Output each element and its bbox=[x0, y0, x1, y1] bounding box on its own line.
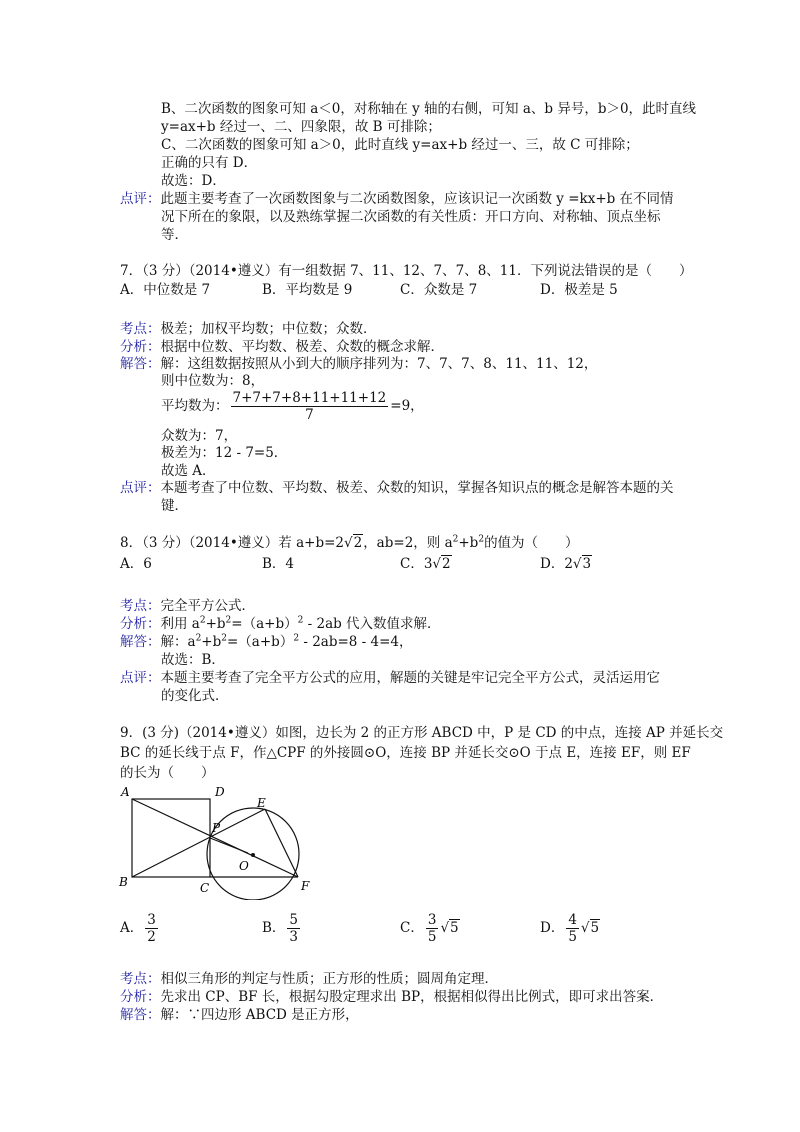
q9-stem-line2: BC 的延长线于点 F，作△CPF 的外接圆⊙O，连接 BP 并延长交⊙O 于点 E，连接 EF，则 EF bbox=[120, 745, 691, 761]
q9-stem-line1: 9．(3 分)（2014•遵义）如图，边长为 2 的正方形 ABCD 中，P 是 CD 的中点，连接 AP 并延长交 bbox=[120, 725, 724, 741]
q8-dianping-line2: 的变化式． bbox=[161, 688, 229, 704]
prev-comment-line1: 此题主要考查了一次函数图象与二次函数图象，应该识记一次函数 y =kx+b 在不同情 bbox=[160, 191, 674, 207]
label-c: C bbox=[200, 881, 210, 895]
q8-kaodian-text: 完全平方公式． bbox=[160, 598, 255, 614]
fraction: $\frac{3}{2}$ bbox=[147, 912, 156, 945]
kaodian-tag: 考点： bbox=[120, 321, 161, 337]
q7-range: 极差为：12 - 7=5． bbox=[161, 445, 288, 461]
jieda-tag: 解答： bbox=[120, 1007, 161, 1023]
comment-tag: 点评： bbox=[120, 191, 161, 207]
q7-dianping-line1: 本题考查了中位数、平均数、极差、众数的知识，掌握各知识点的概念是解答本题的关 bbox=[160, 480, 674, 496]
q7-mean-prefix: 平均数为： bbox=[161, 398, 229, 414]
q7-kaodian-text: 极差；加权平均数；中位数；众数． bbox=[160, 321, 377, 337]
square-abcd bbox=[132, 799, 210, 877]
q7-answer: 故选 A． bbox=[161, 463, 216, 479]
sqrt-5: √5 bbox=[440, 920, 459, 936]
q7-jieda-line1: 解：这组数据按照从小到大的顺序排列为：7、7、7、8、11、11、12， bbox=[160, 356, 598, 372]
fraction: $\frac{5}{3}$ bbox=[289, 912, 299, 945]
prev-option-c-line1: C、二次函数的图象可知 a＞0，此时直线 y=ax+b 经过一、三，故 C 可排除； bbox=[161, 137, 639, 153]
q9-option-b: B． $\frac{5}{3}$ bbox=[262, 912, 299, 945]
dianping-tag: 点评： bbox=[120, 670, 161, 686]
label-f: F bbox=[301, 879, 310, 893]
q7-mean-denominator: 7 bbox=[305, 407, 314, 423]
q9-jieda-line1: 解：∵四边形 ABCD 是正方形， bbox=[160, 1007, 359, 1023]
q7-mean bbox=[161, 390, 424, 423]
q7-dianping bbox=[120, 479, 674, 497]
prev-option-b-line1: B、二次函数的图象可知 a＜0，对称轴在 y 轴的右侧，可知 a、b 异号，b＞0，此时直线 bbox=[161, 101, 697, 117]
q7-option-b: B．平均数是 9 bbox=[262, 282, 353, 298]
q8-answer: 故选：B． bbox=[161, 652, 225, 668]
q7-stem: 7．（3 分）（2014•遵义）有一组数据 7、11、12、7、7、8、11．下列说法错误的是（ ） bbox=[120, 263, 693, 279]
q8-dianping bbox=[120, 669, 660, 687]
q7-mean-fraction bbox=[231, 390, 389, 423]
q7-kaodian bbox=[120, 320, 377, 338]
q8-option-c: C．3√2 bbox=[400, 556, 451, 572]
prev-answer: 故选：D． bbox=[161, 173, 226, 189]
fraction: $\frac{3}{5}$ bbox=[427, 912, 437, 945]
q9-fenxi-text: 先求出 CP、BF 长，根据勾股定理求出 BP，根据相似得出比例式，即可求出答案． bbox=[160, 989, 664, 1005]
q7-mean-numerator: 7+7+7+8+11+11+12 bbox=[232, 390, 387, 406]
sqrt-2: √2 bbox=[343, 535, 363, 551]
q8-fenxi: 分析：利用 $a^2+b^2=(a+b)^2 - 2ab$ 代入数值求解． bbox=[120, 615, 441, 632]
q7-fenxi bbox=[120, 338, 444, 356]
q7-mean-suffix: =9， bbox=[390, 398, 424, 414]
center-point-o bbox=[251, 853, 255, 857]
prev-conclusion: 正确的只有 D． bbox=[161, 155, 258, 171]
line-af bbox=[132, 799, 298, 877]
fenxi-tag: 分析： bbox=[120, 616, 161, 632]
kaodian-tag: 考点： bbox=[120, 971, 161, 987]
geometry-figure bbox=[115, 780, 325, 900]
q7-option-a: A．中位数是 7 bbox=[120, 282, 211, 298]
fenxi-tag: 分析： bbox=[120, 339, 161, 355]
sqrt-5: √5 bbox=[580, 920, 600, 936]
sqrt-2: √2 bbox=[432, 556, 451, 572]
q9-option-a: A． $\frac{3}{2}$ bbox=[120, 912, 156, 945]
q8-stem-prefix: 8．（3 分）（2014•遵义）若 a+b=2 bbox=[120, 535, 344, 551]
label-a: A bbox=[121, 785, 130, 799]
q8-jieda: 解答：解：$a^2+b^2=(a+b)^2 - 2ab=8 - 4=4$， bbox=[120, 633, 413, 650]
sqrt-3: √3 bbox=[572, 556, 592, 572]
q8-dianping-line1: 本题主要考查了完全平方公式的应用，解题的关键是牢记完全平方公式，灵活运用它 bbox=[160, 670, 660, 686]
q9-option-d: D． $\frac{4}{5}$ √5 bbox=[540, 912, 600, 945]
line-po bbox=[210, 838, 248, 853]
q7-dianping-line2: 键． bbox=[161, 498, 188, 514]
fraction: $\frac{4}{5}$ bbox=[568, 912, 577, 945]
q8-option-a: A．6 bbox=[120, 556, 152, 572]
label-e: E bbox=[257, 796, 266, 810]
q7-mode: 众数为：7， bbox=[161, 428, 238, 444]
jieda-tag: 解答： bbox=[120, 356, 161, 372]
fenxi-tag: 分析： bbox=[120, 989, 161, 1005]
label-o: O bbox=[239, 859, 249, 873]
q9-jieda bbox=[120, 1006, 359, 1024]
kaodian-tag: 考点： bbox=[120, 598, 161, 614]
q8-option-d: D．2√3 bbox=[540, 556, 592, 572]
prev-comment-line2: 况下所在的象限，以及熟练掌握二次函数的有关性质：开口方向、对称轴、顶点坐标 bbox=[161, 209, 661, 225]
q8-option-b: B．4 bbox=[262, 556, 295, 572]
q9-kaodian bbox=[120, 970, 498, 988]
label-p: P bbox=[212, 821, 221, 835]
q9-stem-line3: 的长为（ ） bbox=[120, 765, 215, 781]
dianping-tag: 点评： bbox=[120, 480, 161, 496]
q7-median: 则中位数为：8， bbox=[161, 373, 265, 389]
label-b: B bbox=[119, 875, 128, 889]
label-d: D bbox=[215, 785, 225, 799]
line-ef bbox=[265, 809, 298, 877]
q7-option-c: C．众数是 7 bbox=[400, 282, 478, 298]
q9-option-c: C． $\frac{3}{5}$ √5 bbox=[400, 912, 459, 945]
prev-comment-line3: 等． bbox=[161, 227, 188, 243]
q9-kaodian-text: 相似三角形的判定与性质；正方形的性质；圆周角定理． bbox=[160, 971, 498, 987]
q7-option-d: D．极差是 5 bbox=[540, 282, 618, 298]
prev-option-b-line2: y=ax+b 经过一、二、四象限，故 B 可排除； bbox=[161, 119, 441, 135]
jieda-tag: 解答： bbox=[120, 634, 161, 650]
q8-stem: 8．（3 分）（2014•遵义）若 a+b=2√2，ab=2，则 $a^2+b^2$的值为（ ） bbox=[120, 534, 579, 551]
q7-jieda bbox=[120, 355, 597, 373]
prev-comment-label bbox=[120, 190, 674, 208]
q9-fenxi bbox=[120, 988, 663, 1006]
q7-fenxi-text: 根据中位数、平均数、极差、众数的概念求解． bbox=[160, 339, 444, 355]
q8-kaodian bbox=[120, 597, 255, 615]
